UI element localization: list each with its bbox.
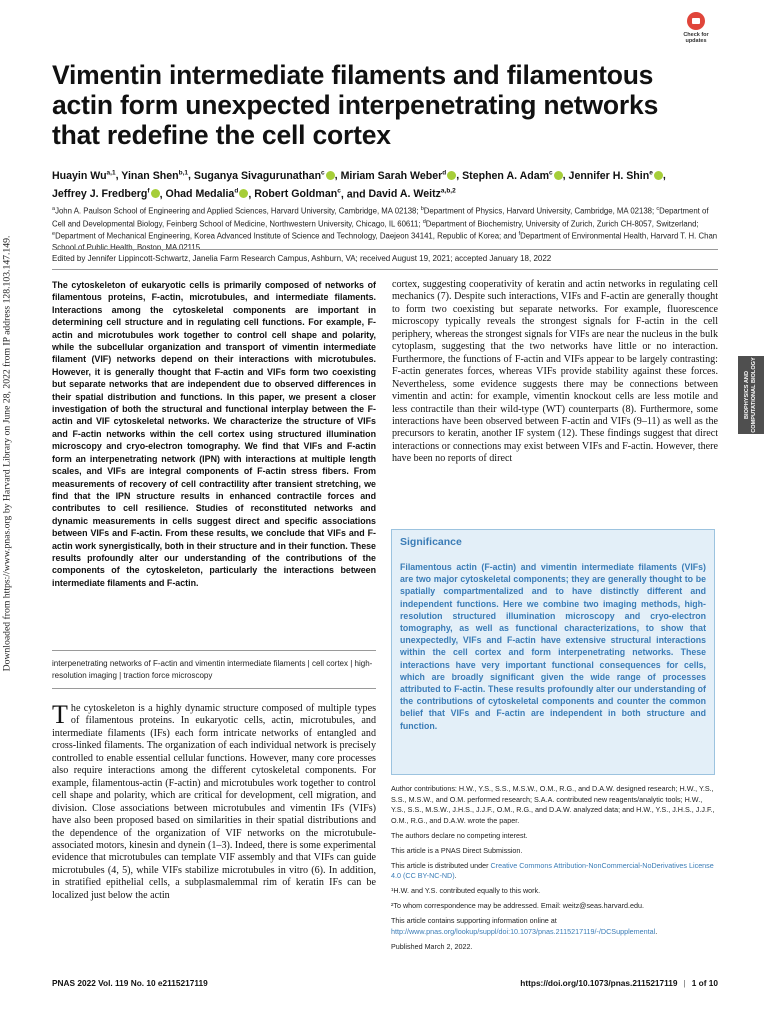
check-for-updates-icon: [687, 12, 705, 30]
orcid-icon[interactable]: [447, 171, 456, 180]
equal-contribution-note: ¹H.W. and Y.S. contributed equally to this work.: [391, 886, 541, 895]
affiliation-marker: e: [52, 231, 56, 238]
check-for-updates-label: Check for updates: [683, 32, 709, 44]
introduction-body: he cytoskeleton is a highly dynamic structure composed of multiple types of filamentous proteins. In eukaryotic cells, actin, microtubules, and intermediate filaments (IFs) each form intricate networks of entangled and cross-linked filaments. The organization of each individual network is precisely controlled to enable essential cellular functions. However, many core processes also require interactions among the different cytoskeletal components. For example, filamentous-actin (F-actin) and microtubules work together to control cell shape and polarity, which are critical for development, cell migration, and division. Close associations between microtubules and vimentin IFs (VIFs) have also been proposed based on similarities in their spatial distributions and the dependence of the organization of VIF networks on the microtubule-associated motors, kinesin and dynein (1–3). Indeed, there is some experimental evidence that microtubules can template VIF assembly and that VIFs can guide microtubules (4, 5), while VIFs stabilize microtubules in vitro (6). In addition, in stratified epithelial cells, a subplasmalemmal rim of keratin IFs can be localized just below the actin: [52, 703, 376, 901]
keywords: interpenetrating networks of F-actin and vimentin intermediate filaments | cell cortex | high-resolution imaging | traction force microscopy: [52, 659, 373, 680]
footer-separator: |: [683, 978, 686, 988]
affiliation-text: Department of Environmental Health, Harvard T. H. Chan School of Public Health, Boston, MA 02115: [52, 231, 718, 252]
author-affiliation-marker: c: [337, 187, 341, 195]
abstract: The cytoskeleton of eukaryotic cells is primarily composed of networks of filamentous proteins, F-actin, microtubules, and intermediate filaments. Interactions among the cytoskeletal components are important in determining cell structure and in regulating cell functions. For example, F-actin and microtubules work together to control cell shape and polarity, while the subcellular organization and transport of vimentin intermediate filament (VIF) networks depend on their interactions with microtubules. However, it is generally thought that F-actin and VIFs form two coexisting but separate networks that are independent due to observed differences in their spatial distribution and functions. In this paper, we present a closer investigation of both the structural and functional interplay between the F-actin and VIF cytoskeletal networks. We characterize the structure of VIFs and F-actin networks within the cell cortex using structured illumination microscopy and cryo-electron tomography. We find that VIFs and F-actin form an interpenetrating network (IPN) with interactions at multiple length scales, and VIFs are integral components of F-actin stress fibers. From measurements of recovery of cell contractility after transient stretching, we find that the IPN structure results in enhanced contractile forces and contributes to cell resilience. Studies of reconstituted networks and dynamic measurements in cells suggest direct and specific associations between VIFs and F-actin. From these results, we conclude that VIFs and F-actin work synergistically, both in their structure and in their function. These results profoundly alter our understanding of the contributions of the components of the cytoskeleton, particularly the interactions between intermediate filaments and F-actin.: [52, 280, 376, 588]
license-note: [391, 861, 717, 882]
author-name: Yinan Shen$^{b,1}$: [121, 169, 188, 182]
footer-right: [520, 978, 718, 988]
direct-submission: This article is a PNAS Direct Submission.: [391, 845, 523, 855]
affiliations: [52, 204, 722, 253]
supporting-prefix: This article contains supporting information online at: [391, 916, 557, 925]
affiliation-marker: a: [52, 206, 56, 212]
affiliation-marker: b: [420, 206, 424, 212]
affiliation-text: Department of Cell and Developmental Biology, Feinberg School of Medicine, Northwestern University, Chicago, IL 60611;: [52, 206, 709, 229]
author-name: Miriam Sarah Weber$^d$: [341, 170, 457, 182]
orcid-icon[interactable]: [326, 171, 335, 180]
significance-title: Significance: [400, 536, 462, 548]
affiliation-text: Department of Mechanical Engineering, Korea Advanced Institute of Science and Technology, Daejeon 34141, Republic of Korea; and: [55, 231, 517, 241]
body-text-column-2: cortex, suggesting cooperativity of keratin and actin networks in regulating cell mechanics (7). Despite such interactions, VIFs and F-actin are generally thought to form two coexisting but separate networks. For example, fluorescence microscopy typically reveals the strongest signals for F-actin in the cell periphery, whereas the strongest signals for VIFs are near the nucleus in the bulk cytoplasm, suggesting that the two networks have little or no interaction. Furthermore, the functions of F-actin and VIFs appear to be largely contrasting: F-actin generates forces, whereas VIFs provide stability against these forces. Nevertheless, some evidence suggests there may be connections between vimentin and actin: for example, vimentin knockout cells are less motile and less contractile than their wild-type (WT) counterparts (8). Furthermore, some interactions have been observed between F-actin and VIFs (9–11) as well as the precursors to keratin, another IF system (12). These findings suggest that direct interactions or connections may exist between VIFs and F-actin. However, there have been no reports of direct: [392, 279, 718, 465]
author-list: Huayin Wu$^{a,1}$, Yinan Shen$^{b,1}$, Suganya Sivagurunathan$^c$ , Miriam Sarah Weber$^d$ , Stephen A. Adam$^c$ , Jennifer H. Shin$^e$ , Jeffrey J. Fredberg$^f$ , Ohad Medalia$^d$ , Robert Goldman$^c$, and David A. Weitz$^{a,b,2}$: [52, 169, 666, 201]
divider: [52, 650, 376, 651]
page-number: 1 of 10: [691, 978, 718, 988]
published-date: Published March 2, 2022.: [391, 941, 473, 951]
author-name: Suganya Sivagurunathan$^c$: [194, 170, 335, 182]
author-name: Ohad Medalia$^d$: [165, 188, 248, 200]
author-affiliation-marker: b,1: [178, 169, 188, 176]
edited-by-line: Edited by Jennifer Lippincott-Schwartz, Janelia Farm Research Campus, Ashburn, VA; received August 19, 2021; accepted January 18, 2022: [52, 254, 552, 263]
download-watermark: Downloaded from https://www.pnas.org by Harvard Library on June 28, 2022 from IP address 128.103.147.149.: [1, 235, 13, 672]
significance-text: Filamentous actin (F-actin) and vimentin intermediate filaments (VIFs) are two major cytoskeletal components; they are generally thought to be spatially compartmentalized and to have distinctly different and independent functions. Here we combine two imaging methods, high-resolution structured illumination microscopy and cryo-electron tomography, as well as functional characterizations, to show that unexpectedly, VIFs and F-actin have extensive structural interactions within the cell cortex and form interpenetrating networks. These interactions have very important functional consequences for cells, which are broadly significant given the wide range of processes attributed to F-actin. These results profoundly alter our understanding of the contributions of cytoskeletal components and counter the common belief that VIFs and F-actin are independent in both structure and function.: [400, 562, 706, 731]
orcid-icon[interactable]: [554, 171, 563, 180]
introduction-text: [52, 700, 376, 902]
significance-box: [391, 529, 715, 775]
drop-cap: T: [52, 700, 68, 729]
author-name: Robert Goldman$^c$: [254, 187, 341, 201]
affiliation-marker: f: [518, 231, 521, 238]
affiliation-marker: d: [422, 218, 426, 225]
subject-category-tab: [738, 356, 764, 434]
license-link[interactable]: Creative Commons Attribution-NonCommercial-NoDerivatives License 4.0 (CC BY-NC-ND): [391, 860, 714, 880]
supporting-suffix: .: [655, 926, 658, 936]
check-for-updates-badge[interactable]: [676, 12, 716, 52]
author-name: David A. Weitz$^{a,b,2}$: [368, 187, 456, 201]
affiliation-text: Department of Biochemistry, University of Zurich, Zurich CH-8057, Switzerland;: [425, 219, 699, 229]
orcid-icon[interactable]: [654, 171, 663, 180]
author-name: Huayin Wu$^{a,1}$: [52, 169, 116, 182]
orcid-icon[interactable]: [239, 189, 248, 198]
license-suffix: .: [454, 871, 457, 880]
correspondence-note: ²To whom correspondence may be addressed. Email: weitz@seas.harvard.edu.: [391, 901, 644, 910]
author-name: Jeffrey J. Fredberg$^f$: [52, 188, 160, 200]
affiliation-text: Department of Physics, Harvard University, Cambridge, MA 02138;: [423, 206, 655, 216]
author-affiliation-marker: d: [442, 169, 447, 176]
author-name: Jennifer H. Shin$^e$: [569, 170, 663, 182]
author-affiliation-marker: a,b,2: [440, 187, 456, 195]
author-affiliation-marker: c: [321, 169, 325, 176]
author-contributions: Author contributions: H.W., Y.S., S.S., M.S.W., O.M., R.G., and D.A.W. designed research; H.W., Y.S., S.S., M.S.W., and O.M. performed research; S.A.A. contributed new reagents/analytic tools; H.W., Y.S., S.S., M.S.W., J.H.S., J.J.F., O.M., R.G., and D.A.W. analyzed data; and H.W., Y.S., J.H.S., J.J.F., O.M., R.G., and D.A.W. wrote the paper.: [391, 784, 715, 825]
license-prefix: This article is distributed under: [391, 860, 491, 870]
author-affiliation-marker: c: [549, 169, 553, 176]
competing-interest: The authors declare no competing interest.: [391, 830, 528, 840]
doi-link[interactable]: https://doi.org/10.1073/pnas.2115217119: [520, 978, 678, 988]
author-affiliation-marker: d: [234, 187, 239, 195]
affiliation-text: John A. Paulson School of Engineering and Applied Sciences, Harvard University, Cambridge, MA 02138;: [55, 206, 419, 216]
affiliation-marker: c: [656, 206, 660, 212]
author-name: Stephen A. Adam$^c$: [462, 170, 563, 182]
divider: [52, 249, 718, 250]
orcid-icon[interactable]: [151, 189, 160, 198]
divider: [52, 269, 718, 270]
divider: [52, 688, 376, 689]
article-notes: [391, 784, 717, 957]
supporting-info-link[interactable]: http://www.pnas.org/lookup/suppl/doi:10.1073/pnas.2115217119/-/DCSupplemental: [391, 926, 656, 936]
supporting-info-note: [391, 916, 717, 937]
subject-category-label: BIOPHYSICS AND COMPUTATIONAL BIOLOGY: [744, 357, 757, 433]
article-title: Vimentin intermediate filaments and filamentous actin form unexpected interpenetrating networks that redefine the cell cortex: [52, 60, 659, 150]
author-affiliation-marker: f: [147, 187, 150, 195]
journal-citation: PNAS 2022 Vol. 119 No. 10 e2115217119: [52, 978, 208, 988]
author-affiliation-marker: e: [649, 169, 653, 176]
author-affiliation-marker: a,1: [106, 169, 116, 176]
